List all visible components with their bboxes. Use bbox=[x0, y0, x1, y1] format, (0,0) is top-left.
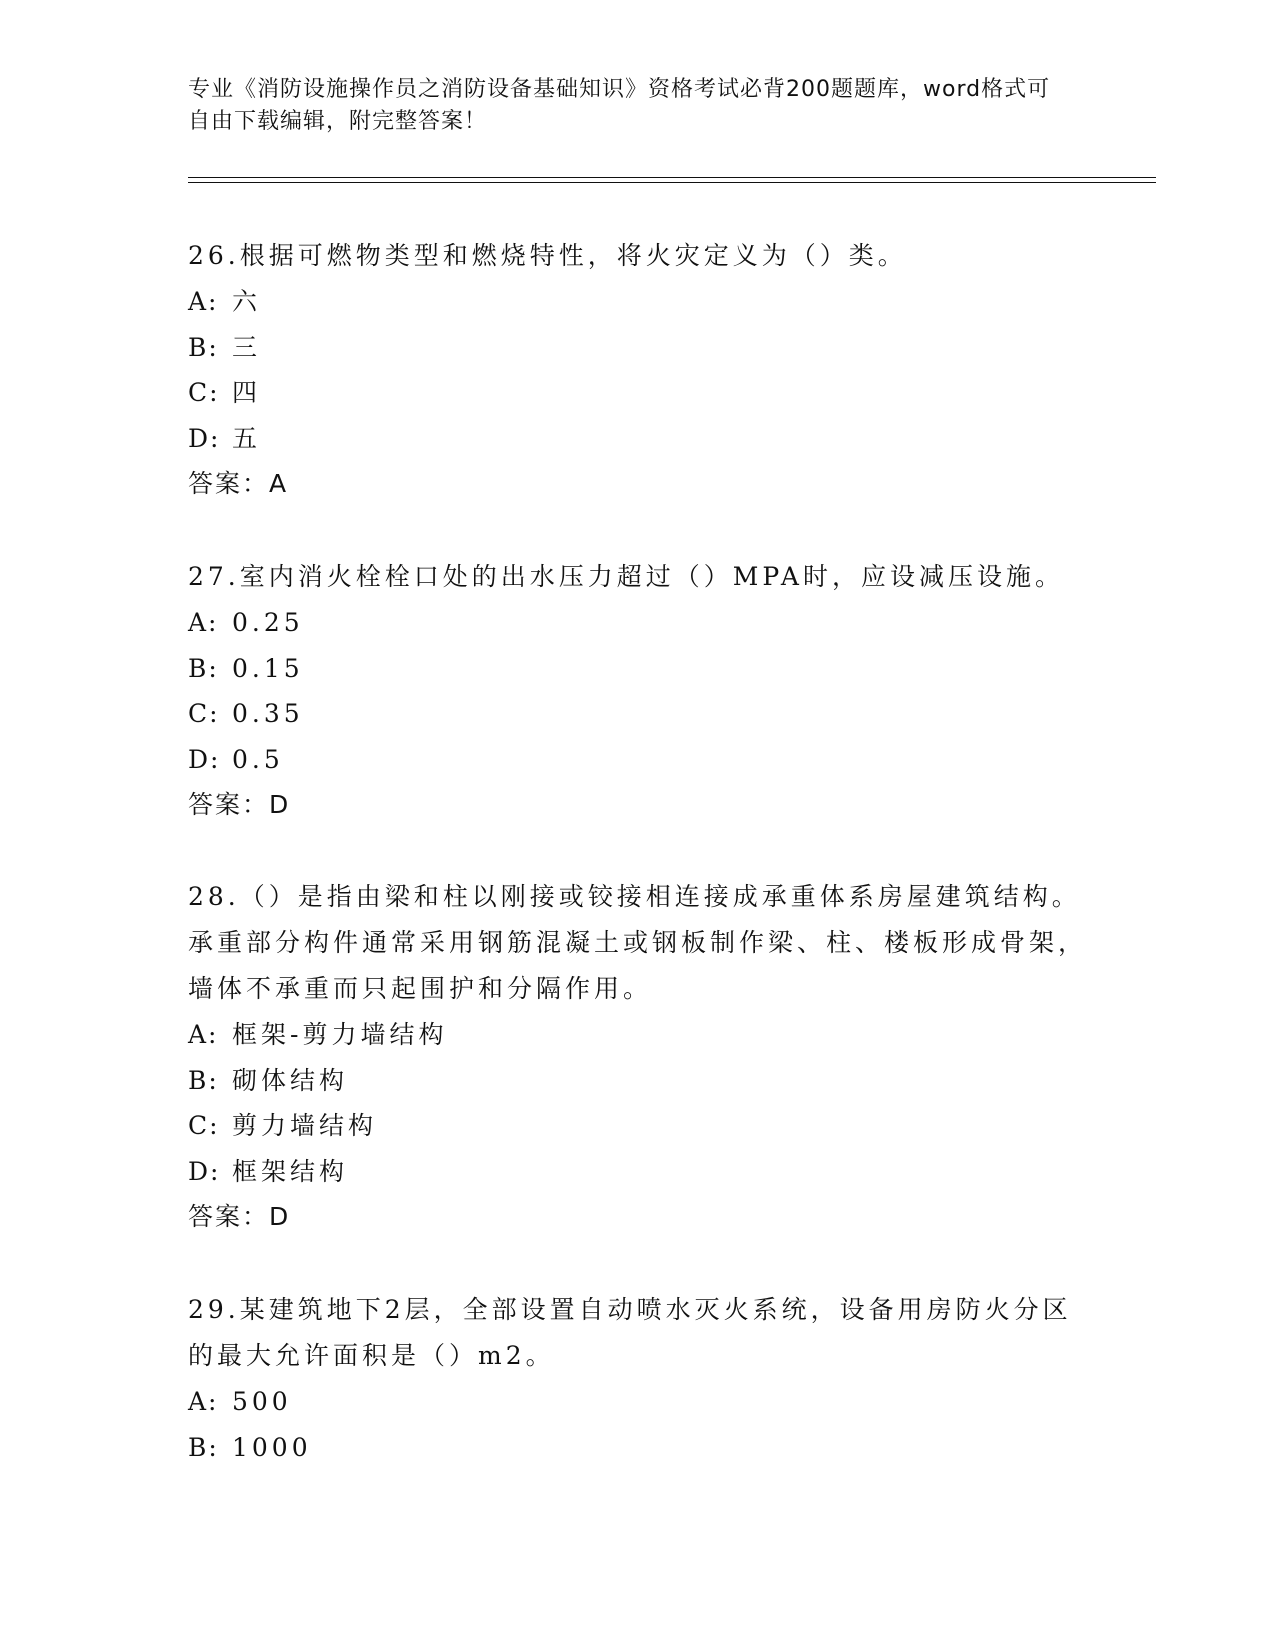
question-stem: 29.某建筑地下2层，全部设置自动喷水灭火系统，设备用房防火分区的最大允许面积是（）m2。 bbox=[188, 1295, 1072, 1370]
question-stem: 26.根据可燃物类型和燃烧特性，将火灾定义为（）类。 bbox=[188, 241, 907, 270]
question-28 bbox=[188, 874, 1088, 1239]
option-letter: A: bbox=[188, 287, 219, 316]
option-text: 六 bbox=[232, 287, 262, 316]
option-b bbox=[188, 325, 1088, 371]
option-letter: C: bbox=[188, 1111, 220, 1140]
option-c bbox=[188, 1103, 1088, 1149]
option-text: 0.15 bbox=[232, 653, 304, 683]
option-b bbox=[188, 1058, 1088, 1104]
option-letter: B: bbox=[188, 653, 219, 683]
option-c bbox=[188, 691, 1088, 737]
option-text: 0.5 bbox=[232, 744, 284, 774]
option-text: 五 bbox=[232, 423, 262, 453]
question-26 bbox=[188, 233, 1088, 506]
option-text: 0.25 bbox=[232, 608, 304, 637]
option-a bbox=[188, 1012, 1088, 1058]
option-c bbox=[188, 370, 1088, 416]
option-letter: D: bbox=[188, 1156, 221, 1186]
option-text: 1000 bbox=[232, 1432, 312, 1462]
option-text: 三 bbox=[232, 332, 262, 362]
answer-line: 答案：D bbox=[188, 1202, 291, 1231]
option-text: 剪力墙结构 bbox=[232, 1111, 378, 1140]
option-letter: B: bbox=[188, 332, 219, 362]
option-letter: C: bbox=[188, 378, 220, 407]
question-29 bbox=[188, 1287, 1088, 1470]
option-a bbox=[188, 1379, 1088, 1425]
question-27 bbox=[188, 554, 1088, 827]
option-letter: B: bbox=[188, 1065, 219, 1095]
header-divider-top bbox=[188, 177, 1156, 178]
option-b bbox=[188, 1425, 1088, 1471]
option-d bbox=[188, 1149, 1088, 1195]
option-text: 500 bbox=[232, 1387, 292, 1416]
option-d bbox=[188, 737, 1088, 783]
option-letter: D: bbox=[188, 744, 221, 774]
option-letter: B: bbox=[188, 1432, 219, 1462]
option-letter: A: bbox=[188, 1387, 219, 1416]
option-text: 框架结构 bbox=[232, 1156, 349, 1186]
option-text: 框架-剪力墙结构 bbox=[232, 1020, 448, 1049]
header-divider-bottom bbox=[188, 182, 1156, 183]
answer-line: 答案：A bbox=[188, 469, 289, 498]
option-a bbox=[188, 279, 1088, 325]
option-text: 四 bbox=[232, 378, 262, 407]
option-d bbox=[188, 416, 1088, 462]
answer-line: 答案：D bbox=[188, 790, 291, 819]
option-a bbox=[188, 600, 1088, 646]
option-text: 0.35 bbox=[232, 699, 304, 728]
option-b bbox=[188, 646, 1088, 692]
question-stem: 27.室内消火栓栓口处的出水压力超过（）MPA时，应设减压设施。 bbox=[188, 562, 1064, 591]
option-letter: A: bbox=[188, 1020, 219, 1049]
option-letter: C: bbox=[188, 699, 220, 728]
option-text: 砌体结构 bbox=[232, 1065, 349, 1095]
document-header: 专业《消防设施操作员之消防设备基础知识》资格考试必背200题题库，word格式可自由下载编辑，附完整答案！ bbox=[188, 77, 1051, 134]
question-stem: 28.（）是指由梁和柱以刚接或铰接相连接成承重体系房屋建筑结构。承重部分构件通常采用钢筋混凝土或钢板制作梁、柱、楼板形成骨架，墙体不承重而只起围护和分隔作用。 bbox=[188, 882, 1088, 1003]
option-letter: D: bbox=[188, 423, 221, 453]
option-letter: A: bbox=[188, 608, 219, 637]
